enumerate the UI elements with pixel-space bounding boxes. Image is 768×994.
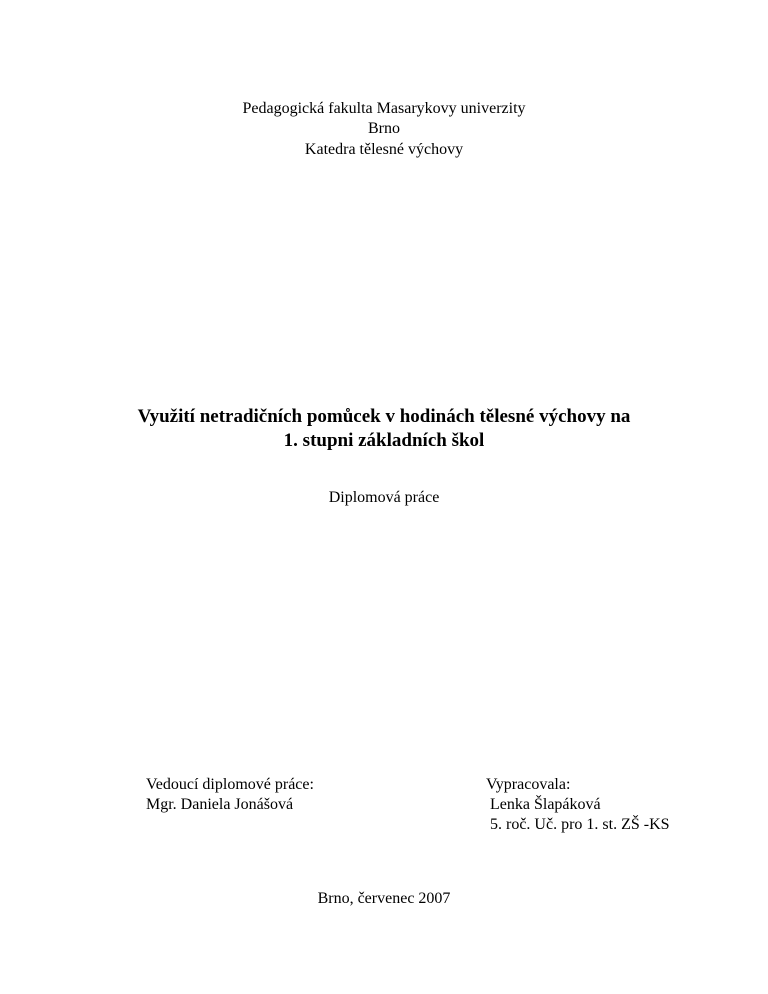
faculty-name: Pedagogická fakulta Masarykovy univerzity (242, 100, 526, 117)
city-name: Brno (368, 120, 400, 137)
author-program: 5. roč. Uč. pro 1. st. ZŠ -KS (490, 816, 670, 833)
supervisor-label: Vedoucí diplomové práce: (146, 776, 314, 793)
author-name: Lenka Šlapáková (490, 796, 601, 813)
author-label: Vypracovala: (486, 776, 571, 793)
supervisor-name: Mgr. Daniela Jonášová (146, 796, 294, 813)
department-name: Katedra tělesné výchovy (304, 141, 464, 158)
place-date: Brno, červenec 2007 (317, 890, 451, 907)
thesis-type: Diplomová práce (328, 489, 440, 506)
thesis-title-line-2: 1. stupni základních škol (283, 430, 485, 451)
thesis-title-line-1: Využití netradičních pomůcek v hodinách tělesné výchovy na (137, 406, 631, 427)
